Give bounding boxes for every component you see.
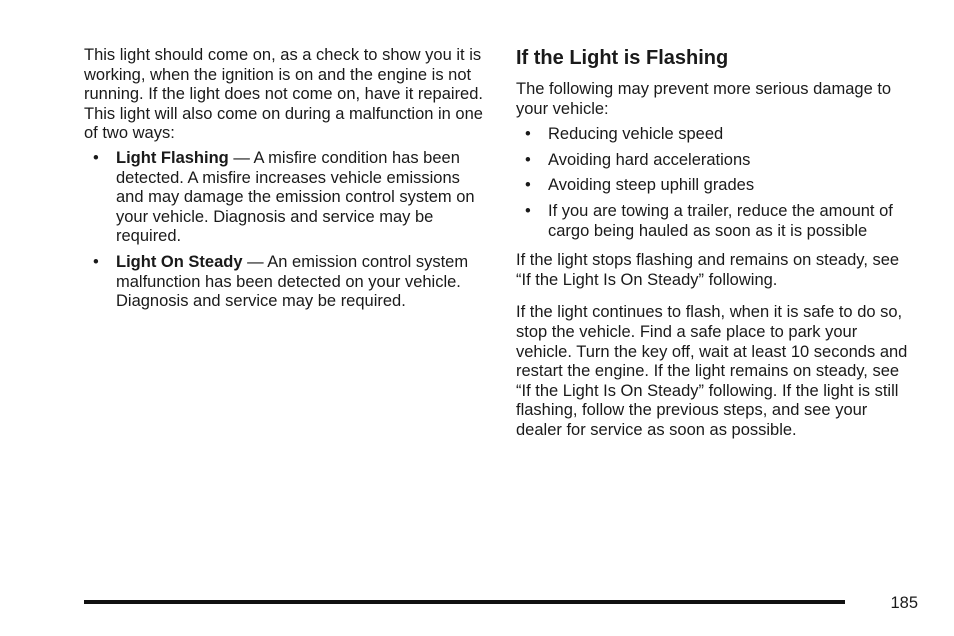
- bullet-icon: •: [525, 125, 531, 144]
- left-intro-paragraph: This light should come on, as a check to show you it is working, when the ignition is on and the engine is not running. If the light does not come on, have it repaired. This light will also come on during a malfunction in one of two ways:: [84, 46, 483, 143]
- bullet-icon: •: [525, 201, 531, 220]
- bullet-text: — A misfire condition has been detected. A misfire increases vehicle emissions and may damage the emission control system on your vehicle. Diagnosis and service may be required.: [116, 148, 475, 246]
- bullet-text: Avoiding steep uphill grades: [548, 176, 755, 195]
- bullet-term: Light Flashing: [116, 148, 229, 167]
- list-item: [84, 253, 490, 312]
- right-bullet-list: [516, 125, 916, 241]
- bullet-term: Light On Steady: [116, 252, 243, 271]
- section-heading: If the Light is Flashing: [516, 47, 729, 69]
- list-item: [84, 149, 490, 247]
- bullet-text: Reducing vehicle speed: [548, 125, 724, 144]
- right-intro-paragraph: The following may prevent more serious damage to your vehicle:: [516, 80, 892, 118]
- bullet-text: Avoiding hard accelerations: [548, 150, 751, 169]
- list-item: [516, 151, 916, 171]
- bullet-icon: •: [525, 176, 531, 195]
- bullet-text: If you are towing a trailer, reduce the amount of cargo being hauled as soon as it is possible: [548, 201, 893, 240]
- steady-paragraph: If the light stops flashing and remains on steady, see “If the Light Is On Steady” following.: [516, 251, 900, 289]
- list-item: [516, 176, 916, 196]
- page-number: 185: [890, 594, 918, 612]
- bullet-icon: •: [93, 252, 99, 271]
- left-bullet-list: [84, 149, 490, 312]
- right-column: [516, 46, 916, 441]
- bullet-icon: •: [525, 150, 531, 169]
- list-item: [516, 202, 916, 241]
- left-column: [84, 46, 490, 318]
- list-item: [516, 125, 916, 145]
- bullet-text: — An emission control system malfunction has been detected on your vehicle. Diagnosis and service may be required.: [116, 252, 469, 311]
- continue-flash-paragraph: If the light continues to flash, when it is safe to do so, stop the vehicle. Find a safe place to park your vehicle. Turn the key off, wait at least 10 seconds and restart the engine. If the light remains on steady, see “If the Light Is On Steady” following. If the light is still flashing, follow the previous steps, and see your dealer for service as soon as possible.: [516, 303, 908, 439]
- footer-rule: [84, 600, 845, 604]
- bullet-icon: •: [93, 148, 99, 167]
